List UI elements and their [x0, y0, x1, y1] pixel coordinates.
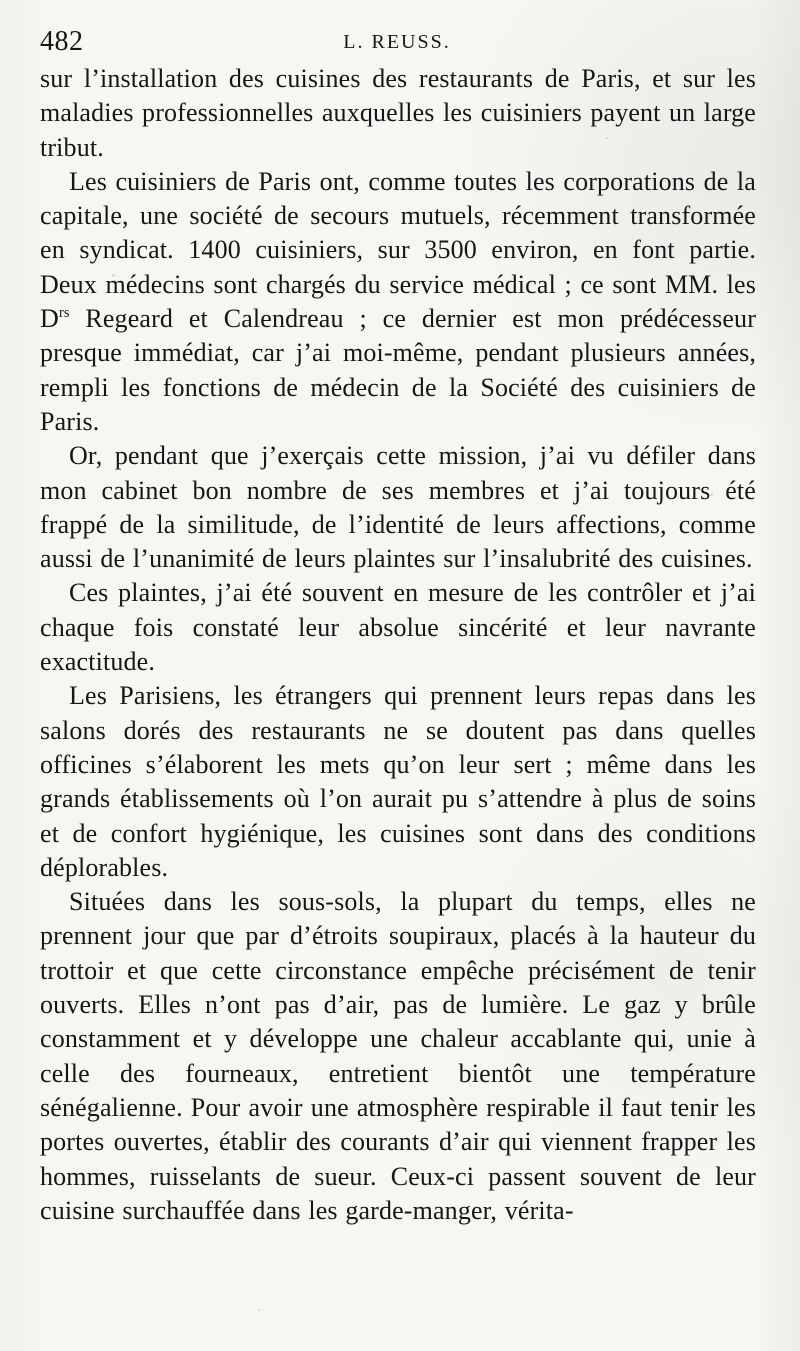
paper-speck: [258, 1309, 260, 1311]
paragraph-2-part-1: Les cuisiniers de Paris ont, comme toutes les corporations de la capitale, une société de secours mutuels, récemment transformée en syndicat. 1400 cuisiniers, sur 3500 environ, en font partie. Deux médecins sont chargés du service médical ; ce sont MM. les D: [40, 166, 756, 334]
page-number: 482: [40, 26, 84, 57]
paragraph-4: Ces plaintes, j’ai été souvent en mesure de les contrôler et j’ai chaque fois constaté leur absolue sincérité et leur navrante exactitude.: [40, 578, 756, 677]
paragraph-1: sur l’installation des cuisines des restaurants de Paris, et sur les maladies professionnelles auxquelles les cuisiniers payent un large tribut.: [40, 64, 756, 162]
paper-speck: [710, 493, 713, 496]
paragraph-2-part-2: Regeard et Calendreau ; ce dernier est mon prédécesseur presque immédiat, car j’ai moi-même, pendant plusieurs années, rempli les fonctions de médecin de la Société des cuisiniers de Paris.: [40, 304, 756, 436]
page-header: [40, 26, 754, 60]
paper-speck: [112, 274, 115, 277]
paragraph-3: Or, pendant que j’exerçais cette mission, j’ai vu défiler dans mon cabinet bon nombre de ses membres et j’ai toujours été frappé de la similitude, de l’identité de leurs affections, comme aussi de l’unanimité de leurs plaintes sur l’insalubrité des cuisines.: [40, 441, 756, 574]
doctor-plural-superscript: rs: [58, 305, 70, 322]
running-head: L. REUSS.: [343, 31, 451, 53]
paper-speck: [606, 137, 608, 139]
paragraph-5: Les Parisiens, les étrangers qui prennent leurs repas dans les salons dorés des restaurants ne se doutent pas dans quelles officines s’élaborent les mets qu’on leur sert ; même dans les grands établissements où l’on aurait pu s’attendre à plus de soins et de confort hygiénique, les cuisines sont dans des conditions déplorables.: [40, 681, 756, 882]
page-text: [40, 62, 756, 1228]
paragraph-2: [40, 165, 756, 439]
paragraph-6: Situées dans les sous-sols, la plupart du temps, elles ne prennent jour que par d’étroits soupiraux, placés à la hauteur du trottoir et que cette circonstance empêche précisément de tenir ouverts. Elles n’ont pas d’air, pas de lumière. Le gaz y brûle constamment et y développe une chaleur accablante qui, unie à celle des fourneaux, entretient bientôt une température sénégalienne. Pour avoir une atmosphère respirable il faut tenir les portes ouvertes, établir des courants d’air qui viennent frapper les hommes, ruisselants de sueur. Ceux-ci passent souvent de leur cuisine surchauffée dans les garde-manger, vérita-: [40, 887, 756, 1225]
